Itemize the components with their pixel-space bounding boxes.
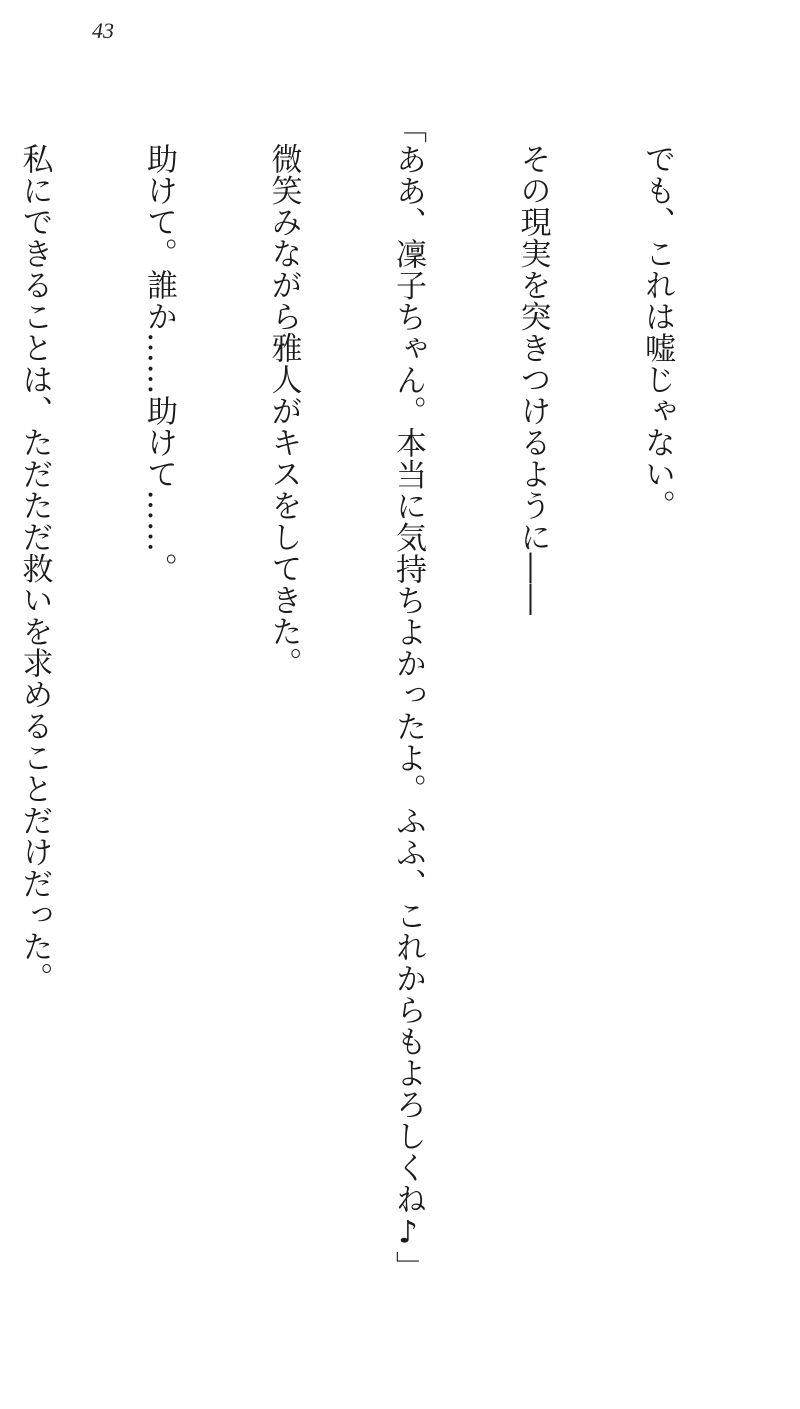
text-line: でも、これは嘘じゃない。 [639, 143, 675, 521]
text-line: 私にできることは、ただただ救いを求めることだけだった。 [16, 143, 53, 994]
text-line: 助けて。誰か……助けて……。 [141, 143, 177, 584]
text-line: 微笑みながら雅人がキスをしてきた。 [265, 143, 302, 679]
text-line: その現実を突きつけるように―― [514, 143, 551, 616]
page-number: 43 [92, 18, 114, 43]
vertical-text-body [16, 112, 760, 1283]
dialogue-line: 「ああ、凜子ちゃん。本当に気持ちよかったよ。ふふ、これからもよろしくね♪」 [390, 112, 426, 1283]
